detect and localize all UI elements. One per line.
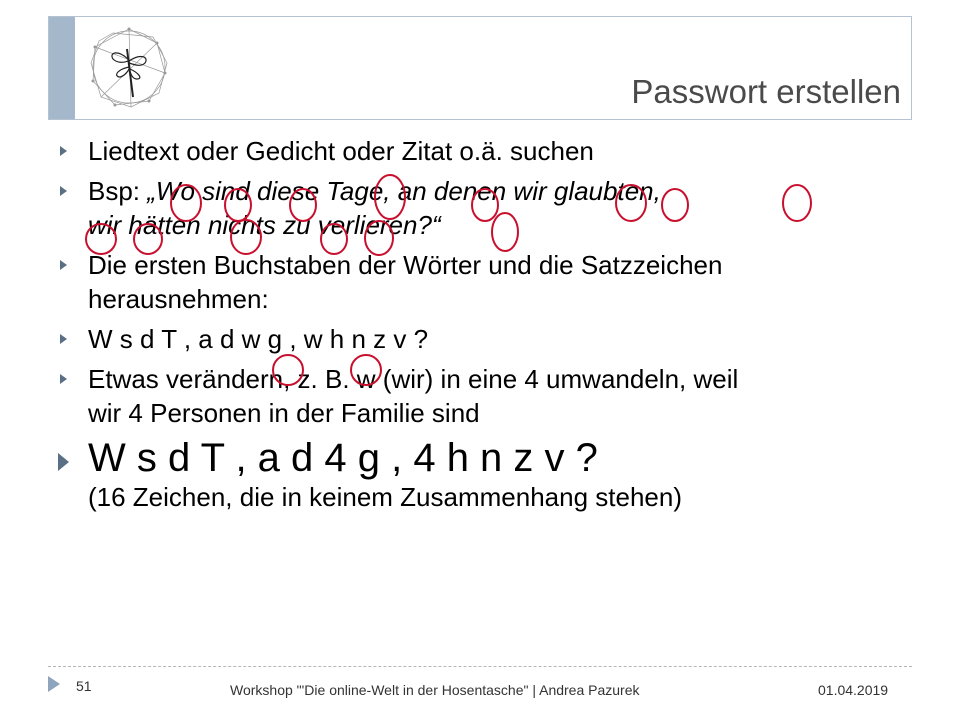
bullet-text-line-2: herausnehmen: [88,284,269,314]
example-prefix: Bsp: [88,176,148,206]
footer-date: 01.04.2019 [818,682,889,698]
title-bar [48,16,912,120]
password-result: W s d T , a d 4 g , 4 h n z v ? [88,436,598,480]
dragonfly-logo-icon [87,23,171,111]
bullet-list [56,134,916,514]
bullet-item-example [56,174,916,242]
footer-text: Workshop "'Die online-Welt in der Hosentasche" | Andrea Pazurek [230,682,640,698]
bullet-text-line-2: wir 4 Personen in der Familie sind [88,398,480,428]
quote-line-2: wir hätten nichts zu verlieren?“ [88,210,441,240]
bullet-text-line-1: Die ersten Buchstaben der Wörter und die Satzzeichen [88,250,723,280]
quote-line-1: „Wo sind diese Tage, an denen wir glaubten, [147,176,661,206]
bullet-text-line-1: Etwas verändern, z. B. w (wir) in eine 4 umwandeln, weil [88,364,739,394]
slide-number: 51 [76,678,92,694]
title-accent-strip [49,17,75,119]
bullet-arrow-icon [60,260,67,270]
letters-text: W s d T , a d w g , w h n z v ? [88,324,429,354]
bullet-arrow-icon [60,374,67,384]
password-note: (16 Zeichen, die in keinem Zusammenhang stehen) [88,482,682,512]
bullet-item [56,134,916,168]
bullet-item [56,248,916,316]
bullet-arrow-icon [60,334,67,344]
bullet-text: Liedtext oder Gedicht oder Zitat o.ä. suchen [88,136,594,166]
bullet-arrow-icon [60,186,67,196]
footer-divider [48,666,912,667]
slide-title: Passwort erstellen [631,73,901,110]
bullet-item-letters [56,322,916,356]
bullet-item-password [56,436,916,514]
bullet-arrow-icon [58,453,69,471]
footer-arrow-icon [48,676,60,692]
bullet-item [56,362,916,430]
bullet-arrow-icon [60,146,67,156]
